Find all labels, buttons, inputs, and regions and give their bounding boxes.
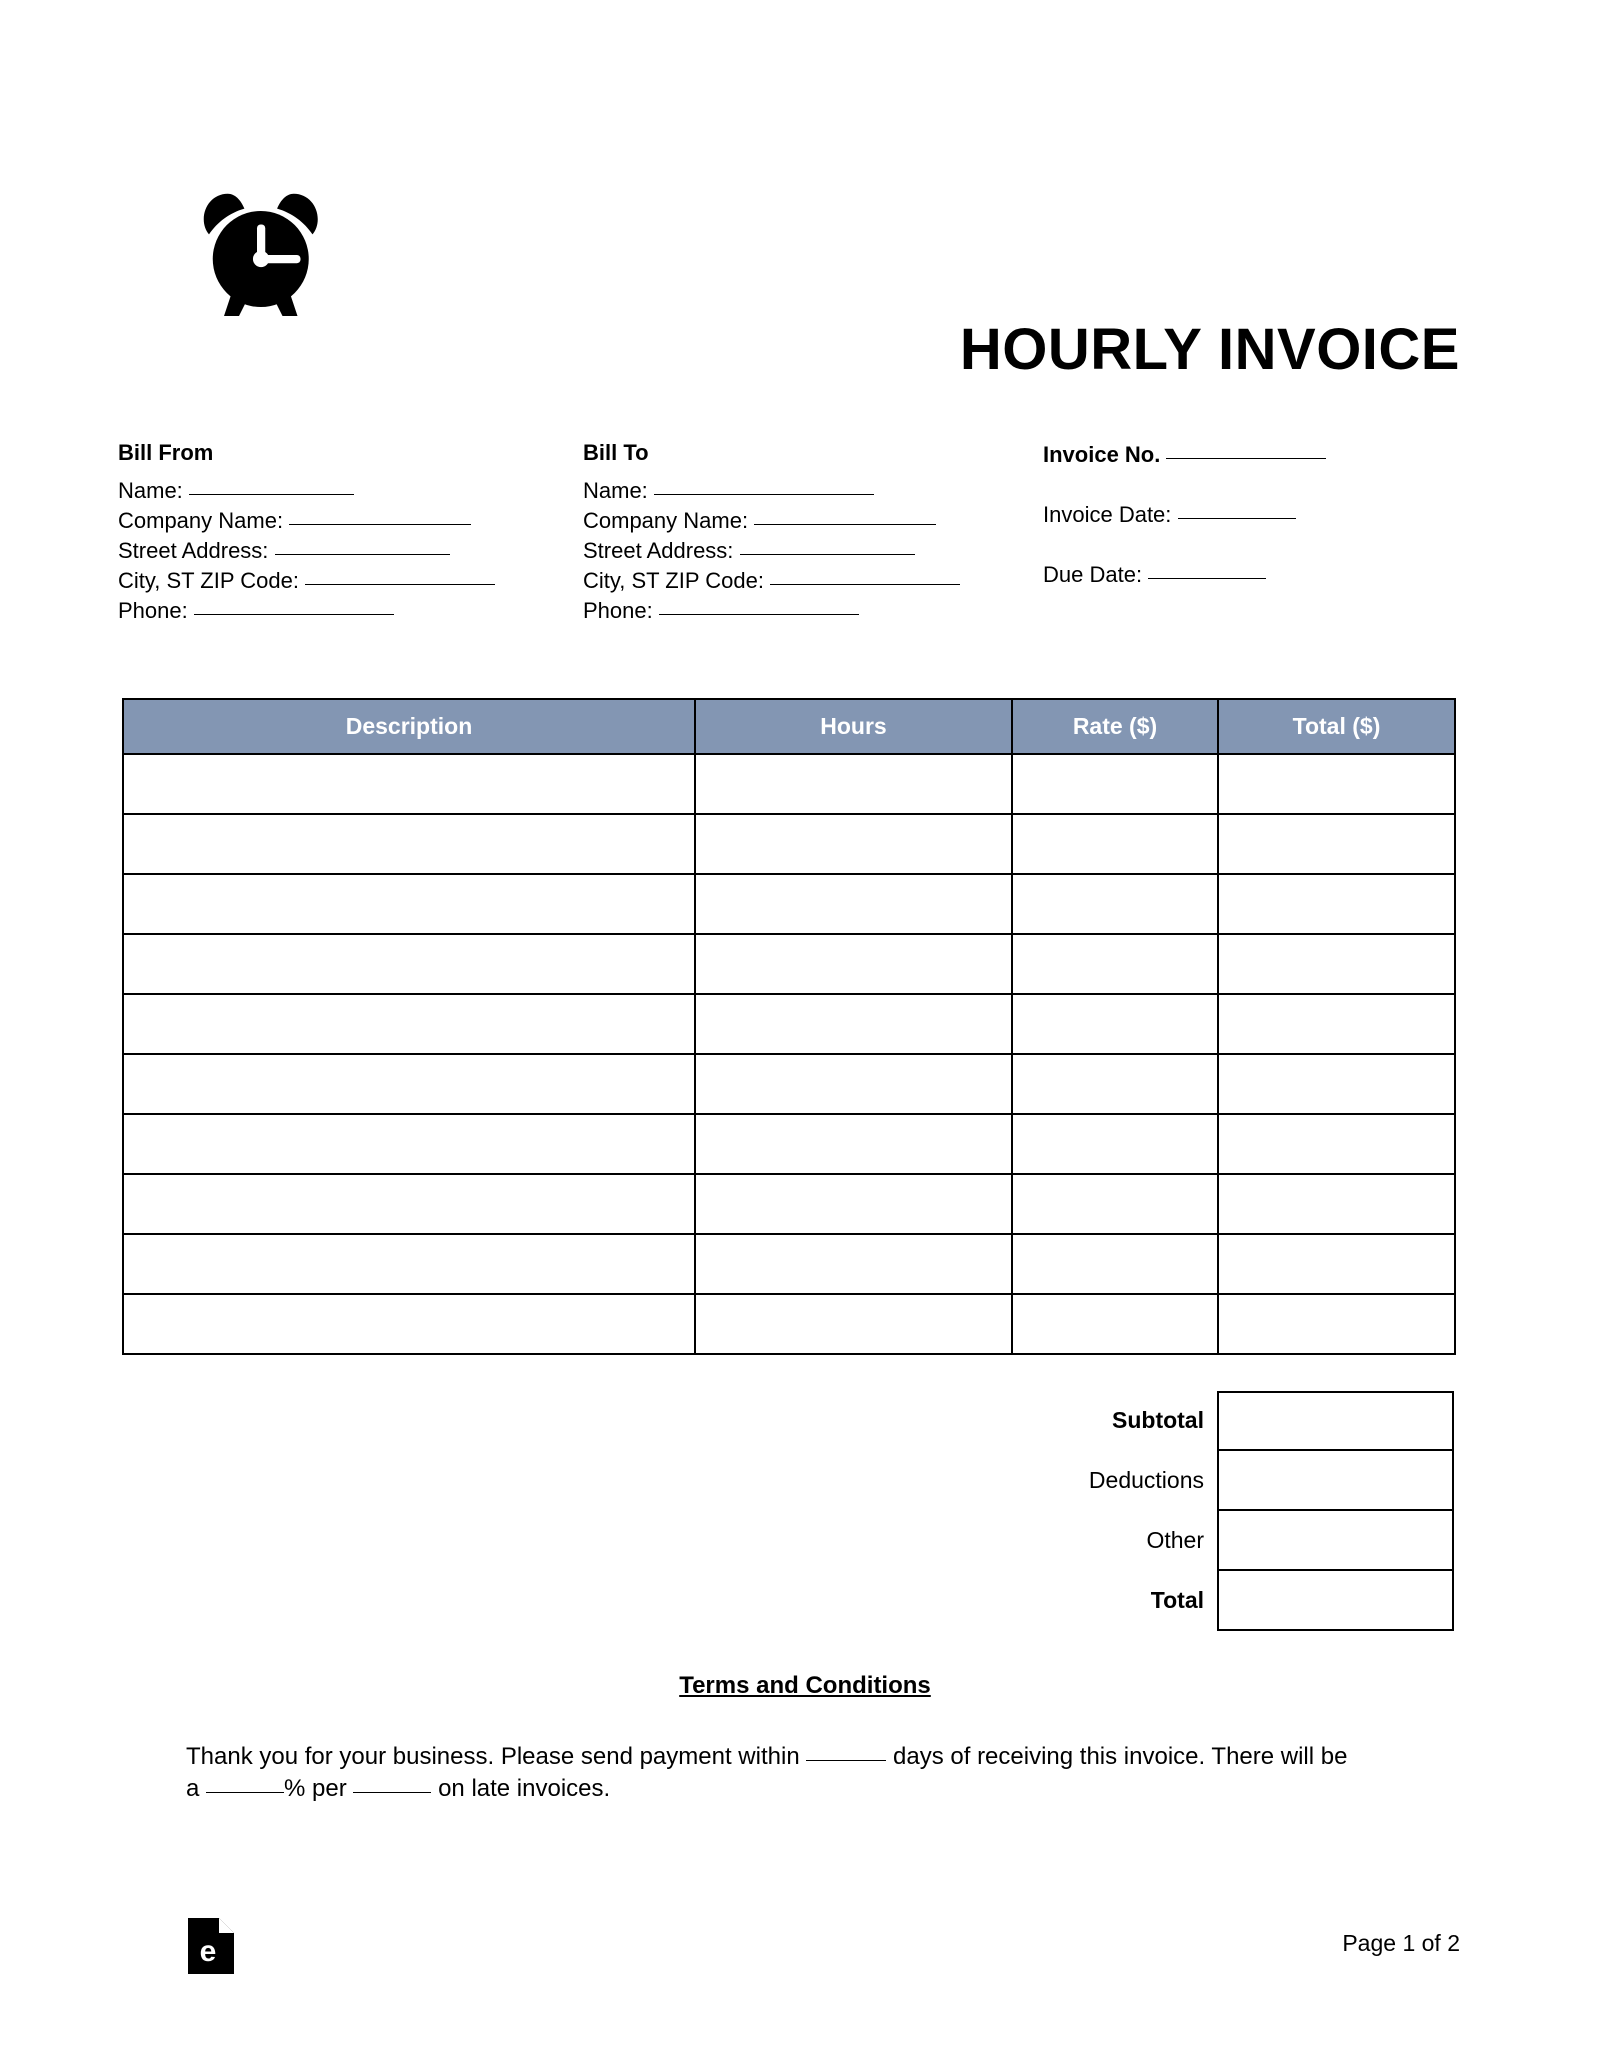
cell-total[interactable] xyxy=(1218,1174,1455,1234)
cell-description[interactable] xyxy=(123,754,695,814)
alarm-clock-icon xyxy=(188,178,338,328)
terms-text-part-4: on late invoices. xyxy=(438,1775,611,1802)
cell-description[interactable] xyxy=(123,994,695,1054)
table-row xyxy=(123,994,1455,1054)
cell-description[interactable] xyxy=(123,874,695,934)
bill-to-company-input[interactable] xyxy=(754,524,936,525)
bill-to-phone-input[interactable] xyxy=(659,614,859,615)
table-row xyxy=(123,1114,1455,1174)
line-items-header xyxy=(123,699,1455,754)
cell-total[interactable] xyxy=(1218,814,1455,874)
totals-label-total: Total xyxy=(1150,1587,1204,1614)
table-row xyxy=(123,754,1455,814)
table-row xyxy=(123,1294,1455,1354)
totals-row xyxy=(1069,1511,1454,1571)
cell-description[interactable] xyxy=(123,1234,695,1294)
bill-from-company-field[interactable] xyxy=(118,506,578,536)
cell-hours[interactable] xyxy=(695,874,1012,934)
cell-rate[interactable] xyxy=(1012,1114,1218,1174)
svg-text:e: e xyxy=(199,1935,217,1968)
bill-to-city-field[interactable] xyxy=(583,566,1043,596)
cell-rate[interactable] xyxy=(1012,874,1218,934)
cell-total[interactable] xyxy=(1218,754,1455,814)
cell-hours[interactable] xyxy=(695,814,1012,874)
cell-rate[interactable] xyxy=(1012,994,1218,1054)
eforms-document-icon[interactable] xyxy=(188,1918,234,1974)
bill-from-heading: Bill From xyxy=(118,440,214,465)
page-number: Page 1 of 2 xyxy=(1342,1930,1460,1956)
terms-text-part-3: % per xyxy=(284,1775,347,1802)
table-row xyxy=(123,1234,1455,1294)
line-items-table xyxy=(122,698,1456,1355)
invoice-date-input[interactable] xyxy=(1178,518,1296,519)
cell-hours[interactable] xyxy=(695,994,1012,1054)
cell-total[interactable] xyxy=(1218,994,1455,1054)
terms-section xyxy=(0,1672,1600,1802)
terms-days-input[interactable] xyxy=(806,1760,886,1761)
cell-rate[interactable] xyxy=(1012,1174,1218,1234)
cell-total[interactable] xyxy=(1218,1114,1455,1174)
bill-to-heading: Bill To xyxy=(583,440,649,465)
totals-row xyxy=(1069,1571,1454,1631)
bill-from-street-label: Street Address: xyxy=(118,538,269,564)
bill-from-company-label: Company Name: xyxy=(118,508,284,534)
totals-label-subtotal: Subtotal xyxy=(1112,1407,1204,1434)
column-header-hours: Hours xyxy=(695,699,1012,754)
due-date-label: Due Date: xyxy=(1043,562,1143,587)
table-row xyxy=(123,1174,1455,1234)
terms-period-input[interactable] xyxy=(353,1792,431,1793)
invoice-date-field[interactable] xyxy=(1043,500,1463,530)
bill-to-city-label: City, ST ZIP Code: xyxy=(583,568,764,594)
table-row xyxy=(123,934,1455,994)
page-title: HOURLY INVOICE xyxy=(959,316,1460,382)
cell-rate[interactable] xyxy=(1012,754,1218,814)
table-row xyxy=(123,1054,1455,1114)
cell-hours[interactable] xyxy=(695,1054,1012,1114)
cell-description[interactable] xyxy=(123,1174,695,1234)
bill-from-name-field[interactable] xyxy=(118,476,578,506)
column-header-description: Description xyxy=(123,699,695,754)
totals-row xyxy=(1069,1391,1454,1451)
document-footer xyxy=(0,1908,1600,1998)
cell-hours[interactable] xyxy=(695,1114,1012,1174)
terms-body xyxy=(186,1741,1366,1805)
bill-to-name-input[interactable] xyxy=(654,494,874,495)
column-header-total: Total ($) xyxy=(1218,699,1455,754)
parties-section xyxy=(0,440,1600,640)
bill-to-phone-field[interactable] xyxy=(583,596,1043,626)
table-header-row xyxy=(123,699,1455,754)
cell-hours[interactable] xyxy=(695,1294,1012,1354)
bill-from-street-field[interactable] xyxy=(118,536,578,566)
totals-value-subtotal[interactable] xyxy=(1217,1391,1454,1451)
terms-text-part-2: days of receiving this invoice. There will be a xyxy=(186,1743,1348,1802)
bill-from-city-field[interactable] xyxy=(118,566,578,596)
invoice-date-label: Invoice Date: xyxy=(1043,502,1172,527)
cell-hours[interactable] xyxy=(695,1174,1012,1234)
bill-to-street-input[interactable] xyxy=(740,554,915,555)
table-row xyxy=(123,874,1455,934)
cell-hours[interactable] xyxy=(695,1234,1012,1294)
bill-from-company-input[interactable] xyxy=(289,524,471,525)
invoice-no-label: Invoice No. xyxy=(1043,442,1161,467)
invoice-no-input[interactable] xyxy=(1166,458,1326,459)
cell-description[interactable] xyxy=(123,934,695,994)
totals-label-deductions: Deductions xyxy=(1088,1467,1204,1494)
due-date-input[interactable] xyxy=(1148,578,1266,579)
cell-total[interactable] xyxy=(1218,1234,1455,1294)
cell-description[interactable] xyxy=(123,1294,695,1354)
cell-hours[interactable] xyxy=(695,754,1012,814)
table-row xyxy=(123,814,1455,874)
bill-from-phone-label: Phone: xyxy=(118,598,188,624)
cell-description[interactable] xyxy=(123,814,695,874)
cell-rate[interactable] xyxy=(1012,1294,1218,1354)
bill-from-street-input[interactable] xyxy=(275,554,450,555)
cell-rate[interactable] xyxy=(1012,934,1218,994)
cell-description[interactable] xyxy=(123,1114,695,1174)
terms-text-part-1: Thank you for your business. Please send payment within xyxy=(186,1743,800,1770)
cell-rate[interactable] xyxy=(1012,814,1218,874)
bill-to-company-field[interactable] xyxy=(583,506,1043,536)
bill-from-phone-field[interactable] xyxy=(118,596,578,626)
line-items-body xyxy=(123,754,1455,1354)
bill-to-block xyxy=(583,440,1043,626)
bill-from-name-input[interactable] xyxy=(189,494,354,495)
totals-label-other: Other xyxy=(1146,1527,1204,1554)
due-date-field[interactable] xyxy=(1043,560,1463,590)
invoice-no-field[interactable] xyxy=(1043,440,1463,470)
cell-total[interactable] xyxy=(1218,1054,1455,1114)
document-header xyxy=(0,0,1600,400)
terms-percent-input[interactable] xyxy=(206,1792,284,1793)
totals-value-total[interactable] xyxy=(1217,1571,1454,1631)
invoice-meta-block xyxy=(1043,440,1463,590)
totals-value-other[interactable] xyxy=(1217,1511,1454,1571)
totals-value-deductions[interactable] xyxy=(1217,1451,1454,1511)
cell-total[interactable] xyxy=(1218,1294,1455,1354)
bill-to-phone-label: Phone: xyxy=(583,598,653,624)
bill-to-name-field[interactable] xyxy=(583,476,1043,506)
cell-description[interactable] xyxy=(123,1054,695,1114)
terms-title: Terms and Conditions xyxy=(679,1672,931,1699)
totals-row xyxy=(1069,1451,1454,1511)
bill-to-city-input[interactable] xyxy=(770,584,960,585)
bill-to-street-label: Street Address: xyxy=(583,538,734,564)
bill-from-city-label: City, ST ZIP Code: xyxy=(118,568,299,594)
cell-hours[interactable] xyxy=(695,934,1012,994)
cell-rate[interactable] xyxy=(1012,1234,1218,1294)
bill-from-name-label: Name: xyxy=(118,478,183,504)
bill-to-name-label: Name: xyxy=(583,478,648,504)
bill-from-phone-input[interactable] xyxy=(194,614,394,615)
bill-from-city-input[interactable] xyxy=(305,584,495,585)
cell-total[interactable] xyxy=(1218,874,1455,934)
cell-total[interactable] xyxy=(1218,934,1455,994)
column-header-rate: Rate ($) xyxy=(1012,699,1218,754)
bill-from-block xyxy=(118,440,578,626)
bill-to-company-label: Company Name: xyxy=(583,508,749,534)
bill-to-street-field[interactable] xyxy=(583,536,1043,566)
totals-list xyxy=(1069,1391,1454,1631)
cell-rate[interactable] xyxy=(1012,1054,1218,1114)
